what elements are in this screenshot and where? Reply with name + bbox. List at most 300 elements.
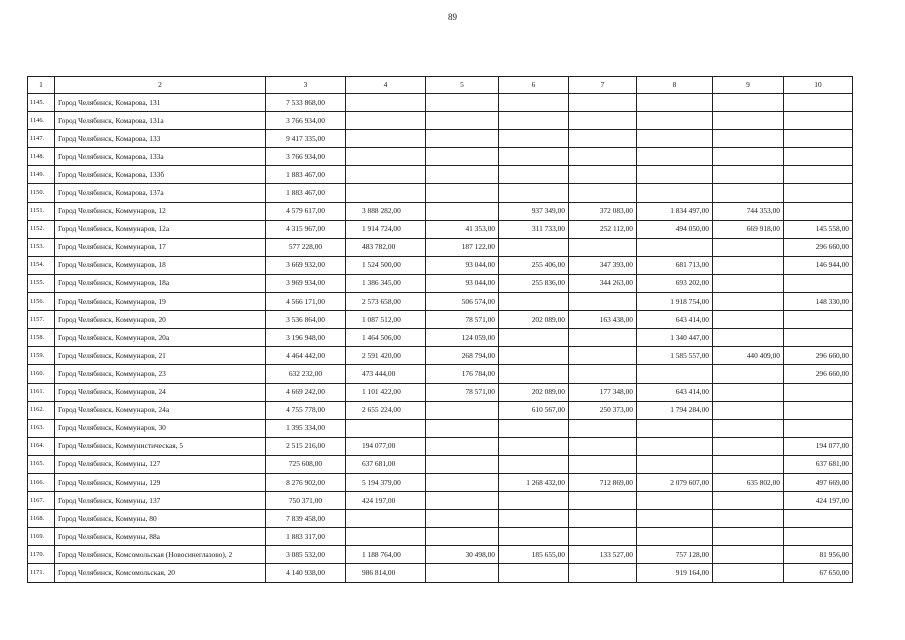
value-cell: 1 464 506,00 — [346, 329, 426, 347]
value-cell — [713, 564, 784, 582]
value-cell: 744 353,00 — [713, 202, 784, 220]
value-cell — [637, 112, 713, 130]
value-cell — [499, 112, 569, 130]
cost-total-cell: 3 969 934,00 — [266, 274, 346, 292]
value-cell: 194 077,00 — [346, 437, 426, 455]
value-cell — [637, 365, 713, 383]
row-number-cell: 1148. — [28, 148, 55, 166]
value-cell — [784, 401, 853, 419]
value-cell — [713, 492, 784, 510]
value-cell — [569, 419, 637, 437]
address-cell: Город Челябинск, Коммунистическая, 5 — [55, 437, 266, 455]
address-cell: Город Челябинск, Коммунаров, 24а — [55, 401, 266, 419]
value-cell — [713, 238, 784, 256]
value-cell — [346, 94, 426, 112]
table-row — [28, 437, 853, 455]
value-cell — [569, 510, 637, 528]
value-cell — [784, 419, 853, 437]
address-cell: Город Челябинск, Коммунаров, 12а — [55, 220, 266, 238]
value-cell — [426, 564, 499, 582]
value-cell: 643 414,00 — [637, 383, 713, 401]
value-cell: 146 944,00 — [784, 256, 853, 274]
address-cell: Город Челябинск, Коммунаров, 24 — [55, 383, 266, 401]
table-row — [28, 274, 853, 292]
value-cell: 163 438,00 — [569, 311, 637, 329]
value-cell — [713, 311, 784, 329]
cost-total-cell: 3 196 948,00 — [266, 329, 346, 347]
row-number-cell: 1155. — [28, 274, 55, 292]
value-cell — [784, 274, 853, 292]
value-cell — [637, 437, 713, 455]
value-cell — [637, 238, 713, 256]
table-row — [28, 202, 853, 220]
value-cell — [784, 311, 853, 329]
value-cell — [499, 419, 569, 437]
value-cell — [426, 401, 499, 419]
value-cell — [346, 184, 426, 202]
table-row — [28, 256, 853, 274]
address-cell: Город Челябинск, Коммуны, 129 — [55, 473, 266, 491]
value-cell: 497 669,00 — [784, 473, 853, 491]
address-cell: Город Челябинск, Комарова, 133 — [55, 130, 266, 148]
value-cell — [784, 94, 853, 112]
value-cell — [713, 130, 784, 148]
value-cell: 78 571,00 — [426, 311, 499, 329]
value-cell: 93 044,00 — [426, 274, 499, 292]
value-cell: 185 655,00 — [499, 546, 569, 564]
value-cell: 296 660,00 — [784, 238, 853, 256]
value-cell — [346, 528, 426, 546]
address-cell: Город Челябинск, Коммунаров, 20 — [55, 311, 266, 329]
value-cell: 1 386 345,00 — [346, 274, 426, 292]
table-row — [28, 473, 853, 491]
value-cell — [569, 564, 637, 582]
value-cell — [569, 347, 637, 365]
row-number-cell: 1156. — [28, 293, 55, 311]
value-cell: 296 660,00 — [784, 347, 853, 365]
value-cell — [499, 510, 569, 528]
value-cell — [713, 112, 784, 130]
value-cell: 148 330,00 — [784, 293, 853, 311]
table-row — [28, 238, 853, 256]
value-cell: 757 128,00 — [637, 546, 713, 564]
header-cell: 1 — [28, 77, 55, 94]
row-number-cell: 1158. — [28, 329, 55, 347]
value-cell: 1 918 754,00 — [637, 293, 713, 311]
value-cell: 202 089,00 — [499, 383, 569, 401]
row-number-cell: 1153. — [28, 238, 55, 256]
value-cell: 5 194 379,00 — [346, 473, 426, 491]
row-number-cell: 1169. — [28, 528, 55, 546]
cost-total-cell: 9 417 335,00 — [266, 130, 346, 148]
header-cell: 9 — [713, 77, 784, 94]
value-cell — [784, 184, 853, 202]
address-cell: Город Челябинск, Коммуны, 88а — [55, 528, 266, 546]
row-number-cell: 1161. — [28, 383, 55, 401]
header-cell: 3 — [266, 77, 346, 94]
value-cell — [426, 112, 499, 130]
value-cell — [426, 492, 499, 510]
value-cell: 637 681,00 — [346, 455, 426, 473]
table-row — [28, 311, 853, 329]
value-cell — [569, 94, 637, 112]
value-cell — [499, 94, 569, 112]
value-cell: 643 414,00 — [637, 311, 713, 329]
value-cell: 30 498,00 — [426, 546, 499, 564]
value-cell — [346, 112, 426, 130]
cost-total-cell: 3 766 934,00 — [266, 148, 346, 166]
value-cell: 194 077,00 — [784, 437, 853, 455]
value-cell — [569, 112, 637, 130]
value-cell: 78 571,00 — [426, 383, 499, 401]
value-cell — [499, 347, 569, 365]
value-cell — [426, 473, 499, 491]
row-number-cell: 1157. — [28, 311, 55, 329]
table-row — [28, 184, 853, 202]
value-cell — [346, 148, 426, 166]
value-cell — [569, 293, 637, 311]
value-cell — [499, 238, 569, 256]
table-row — [28, 401, 853, 419]
value-cell — [784, 112, 853, 130]
value-cell — [426, 184, 499, 202]
value-cell: 3 888 282,00 — [346, 202, 426, 220]
value-cell — [499, 329, 569, 347]
row-number-cell: 1146. — [28, 112, 55, 130]
value-cell — [499, 492, 569, 510]
value-cell: 176 784,00 — [426, 365, 499, 383]
value-cell — [569, 455, 637, 473]
value-cell: 347 393,00 — [569, 256, 637, 274]
value-cell: 2 079 607,00 — [637, 473, 713, 491]
value-cell — [637, 148, 713, 166]
cost-total-cell: 1 883 467,00 — [266, 184, 346, 202]
value-cell: 124 059,00 — [426, 329, 499, 347]
value-cell: 986 814,00 — [346, 564, 426, 582]
header-cell: 10 — [784, 77, 853, 94]
value-cell: 506 574,00 — [426, 293, 499, 311]
header-cell: 4 — [346, 77, 426, 94]
table-row — [28, 564, 853, 582]
value-cell: 483 782,00 — [346, 238, 426, 256]
value-cell: 145 558,00 — [784, 220, 853, 238]
value-cell — [426, 148, 499, 166]
value-cell — [637, 455, 713, 473]
value-cell — [569, 184, 637, 202]
row-number-cell: 1151. — [28, 202, 55, 220]
row-number-cell: 1149. — [28, 166, 55, 184]
value-cell: 344 263,00 — [569, 274, 637, 292]
value-cell — [784, 528, 853, 546]
value-cell: 93 044,00 — [426, 256, 499, 274]
value-cell — [569, 148, 637, 166]
table-row — [28, 293, 853, 311]
cost-total-cell: 4 579 617,00 — [266, 202, 346, 220]
table-row — [28, 329, 853, 347]
value-cell — [784, 202, 853, 220]
value-cell — [713, 148, 784, 166]
cost-total-cell: 750 371,00 — [266, 492, 346, 510]
value-cell — [499, 130, 569, 148]
header-cell: 2 — [55, 77, 266, 94]
value-cell — [784, 148, 853, 166]
address-cell: Город Челябинск, Комсомольская, 20 — [55, 564, 266, 582]
cost-total-cell: 1 883 317,00 — [266, 528, 346, 546]
cost-total-cell: 725 608,00 — [266, 455, 346, 473]
address-cell: Город Челябинск, Коммуны, 127 — [55, 455, 266, 473]
value-cell: 2 655 224,00 — [346, 401, 426, 419]
address-cell: Город Челябинск, Коммунаров, 21 — [55, 347, 266, 365]
address-cell: Город Челябинск, Коммунаров, 12 — [55, 202, 266, 220]
row-number-cell: 1147. — [28, 130, 55, 148]
value-cell — [426, 419, 499, 437]
address-cell: Город Челябинск, Коммуны, 137 — [55, 492, 266, 510]
value-cell — [499, 455, 569, 473]
table-row — [28, 510, 853, 528]
cost-total-cell: 4 140 938,00 — [266, 564, 346, 582]
value-cell — [713, 94, 784, 112]
value-cell: 177 348,00 — [569, 383, 637, 401]
row-number-cell: 1152. — [28, 220, 55, 238]
value-cell — [713, 365, 784, 383]
cost-total-cell: 577 228,00 — [266, 238, 346, 256]
value-cell — [569, 329, 637, 347]
row-number-cell: 1167. — [28, 492, 55, 510]
row-number-cell: 1150. — [28, 184, 55, 202]
table-row — [28, 419, 853, 437]
value-cell — [346, 419, 426, 437]
value-cell — [346, 130, 426, 148]
value-cell — [784, 510, 853, 528]
value-cell: 637 681,00 — [784, 455, 853, 473]
row-number-cell: 1160. — [28, 365, 55, 383]
table-row — [28, 383, 853, 401]
value-cell — [499, 166, 569, 184]
value-cell: 919 164,00 — [637, 564, 713, 582]
value-cell — [426, 130, 499, 148]
value-cell: 1 585 557,00 — [637, 347, 713, 365]
row-number-cell: 1166. — [28, 473, 55, 491]
row-number-cell: 1165. — [28, 455, 55, 473]
value-cell — [499, 365, 569, 383]
row-number-cell: 1162. — [28, 401, 55, 419]
value-cell: 67 650,00 — [784, 564, 853, 582]
row-number-cell: 1170. — [28, 546, 55, 564]
value-cell — [499, 437, 569, 455]
value-cell — [637, 94, 713, 112]
value-cell — [637, 528, 713, 546]
value-cell — [569, 528, 637, 546]
address-cell: Город Челябинск, Коммунаров, 19 — [55, 293, 266, 311]
address-cell: Город Челябинск, Комсомольская (Новосинеглазово), 2 — [55, 546, 266, 564]
cost-total-cell: 4 464 442,00 — [266, 347, 346, 365]
value-cell — [784, 130, 853, 148]
value-cell — [569, 437, 637, 455]
value-cell — [713, 383, 784, 401]
value-cell — [569, 238, 637, 256]
cost-total-cell: 8 276 902,00 — [266, 473, 346, 491]
address-cell: Город Челябинск, Коммунаров, 18 — [55, 256, 266, 274]
cost-total-cell: 4 755 778,00 — [266, 401, 346, 419]
value-cell: 635 802,00 — [713, 473, 784, 491]
value-cell: 252 112,00 — [569, 220, 637, 238]
value-cell — [713, 528, 784, 546]
address-cell: Город Челябинск, Коммунаров, 17 — [55, 238, 266, 256]
row-number-cell: 1168. — [28, 510, 55, 528]
row-number-cell: 1145. — [28, 94, 55, 112]
value-cell: 1 087 512,00 — [346, 311, 426, 329]
table-row — [28, 166, 853, 184]
table-row — [28, 347, 853, 365]
value-cell — [713, 419, 784, 437]
value-cell — [499, 564, 569, 582]
value-cell — [569, 166, 637, 184]
value-cell: 81 956,00 — [784, 546, 853, 564]
value-cell: 1 101 422,00 — [346, 383, 426, 401]
value-cell: 1 914 724,00 — [346, 220, 426, 238]
value-cell — [569, 130, 637, 148]
value-cell: 712 869,00 — [569, 473, 637, 491]
value-cell — [499, 293, 569, 311]
value-cell: 41 353,00 — [426, 220, 499, 238]
cost-total-cell: 3 536 864,00 — [266, 311, 346, 329]
value-cell: 610 567,00 — [499, 401, 569, 419]
value-cell — [713, 455, 784, 473]
value-cell: 268 794,00 — [426, 347, 499, 365]
value-cell: 1 834 497,00 — [637, 202, 713, 220]
table-row — [28, 130, 853, 148]
cost-total-cell: 3 085 532,00 — [266, 546, 346, 564]
data-table — [27, 76, 853, 583]
value-cell: 494 050,00 — [637, 220, 713, 238]
address-cell: Город Челябинск, Комарова, 133б — [55, 166, 266, 184]
table-row — [28, 492, 853, 510]
cost-total-cell: 4 566 171,00 — [266, 293, 346, 311]
header-cell: 8 — [637, 77, 713, 94]
address-cell: Город Челябинск, Коммунаров, 20а — [55, 329, 266, 347]
value-cell: 473 444,00 — [346, 365, 426, 383]
value-cell — [569, 492, 637, 510]
address-cell: Город Челябинск, Коммунаров, 30 — [55, 419, 266, 437]
table-row — [28, 148, 853, 166]
table-row — [28, 112, 853, 130]
value-cell: 2 573 658,00 — [346, 293, 426, 311]
value-cell — [426, 166, 499, 184]
value-cell — [426, 437, 499, 455]
value-cell: 1 268 432,00 — [499, 473, 569, 491]
value-cell: 424 197,00 — [784, 492, 853, 510]
value-cell: 255 406,00 — [499, 256, 569, 274]
row-number-cell: 1171. — [28, 564, 55, 582]
table-row — [28, 220, 853, 238]
value-cell: 424 197,00 — [346, 492, 426, 510]
value-cell: 133 527,00 — [569, 546, 637, 564]
page-number: 89 — [448, 12, 457, 22]
address-cell: Город Челябинск, Комарова, 133а — [55, 148, 266, 166]
value-cell — [637, 419, 713, 437]
value-cell — [426, 94, 499, 112]
value-cell — [713, 401, 784, 419]
value-cell: 187 122,00 — [426, 238, 499, 256]
row-number-cell: 1159. — [28, 347, 55, 365]
value-cell: 202 089,00 — [499, 311, 569, 329]
value-cell — [346, 166, 426, 184]
cost-total-cell: 7 839 458,00 — [266, 510, 346, 528]
table-row — [28, 455, 853, 473]
value-cell — [346, 510, 426, 528]
value-cell: 1 188 764,00 — [346, 546, 426, 564]
value-cell — [426, 510, 499, 528]
value-cell — [637, 184, 713, 202]
cost-total-cell: 2 515 216,00 — [266, 437, 346, 455]
value-cell — [499, 184, 569, 202]
row-number-cell: 1154. — [28, 256, 55, 274]
value-cell: 1 524 500,00 — [346, 256, 426, 274]
value-cell: 255 836,00 — [499, 274, 569, 292]
table-row — [28, 528, 853, 546]
value-cell: 372 083,00 — [569, 202, 637, 220]
value-cell: 681 713,00 — [637, 256, 713, 274]
table-header-row — [28, 77, 853, 94]
table-row — [28, 546, 853, 564]
address-cell: Город Челябинск, Коммунаров, 18а — [55, 274, 266, 292]
value-cell — [713, 293, 784, 311]
value-cell: 296 660,00 — [784, 365, 853, 383]
cost-total-cell: 4 315 967,00 — [266, 220, 346, 238]
value-cell: 669 918,00 — [713, 220, 784, 238]
value-cell: 1 340 447,00 — [637, 329, 713, 347]
value-cell: 937 349,00 — [499, 202, 569, 220]
value-cell — [713, 437, 784, 455]
cost-total-cell: 1 883 467,00 — [266, 166, 346, 184]
address-cell: Город Челябинск, Комарова, 131а — [55, 112, 266, 130]
value-cell — [637, 166, 713, 184]
value-cell — [713, 184, 784, 202]
value-cell — [713, 329, 784, 347]
value-cell — [784, 329, 853, 347]
cost-total-cell: 3 669 932,00 — [266, 256, 346, 274]
value-cell — [569, 365, 637, 383]
value-cell — [499, 528, 569, 546]
value-cell — [784, 383, 853, 401]
value-cell — [713, 166, 784, 184]
cost-total-cell: 4 669 242,00 — [266, 383, 346, 401]
value-cell — [637, 510, 713, 528]
address-cell: Город Челябинск, Коммунаров, 23 — [55, 365, 266, 383]
value-cell — [713, 274, 784, 292]
value-cell — [426, 202, 499, 220]
cost-total-cell: 1 395 334,00 — [266, 419, 346, 437]
header-cell: 6 — [499, 77, 569, 94]
address-cell: Город Челябинск, Комарова, 137а — [55, 184, 266, 202]
cost-total-cell: 7 533 868,00 — [266, 94, 346, 112]
header-cell: 7 — [569, 77, 637, 94]
value-cell — [713, 256, 784, 274]
cost-total-cell: 632 232,00 — [266, 365, 346, 383]
value-cell: 250 373,00 — [569, 401, 637, 419]
value-cell: 1 794 284,00 — [637, 401, 713, 419]
value-cell: 2 591 420,00 — [346, 347, 426, 365]
table-row — [28, 94, 853, 112]
value-cell — [713, 510, 784, 528]
cost-total-cell: 3 766 934,00 — [266, 112, 346, 130]
header-cell: 5 — [426, 77, 499, 94]
value-cell — [637, 130, 713, 148]
value-cell — [426, 455, 499, 473]
table-row — [28, 365, 853, 383]
value-cell — [713, 546, 784, 564]
value-cell: 693 202,00 — [637, 274, 713, 292]
